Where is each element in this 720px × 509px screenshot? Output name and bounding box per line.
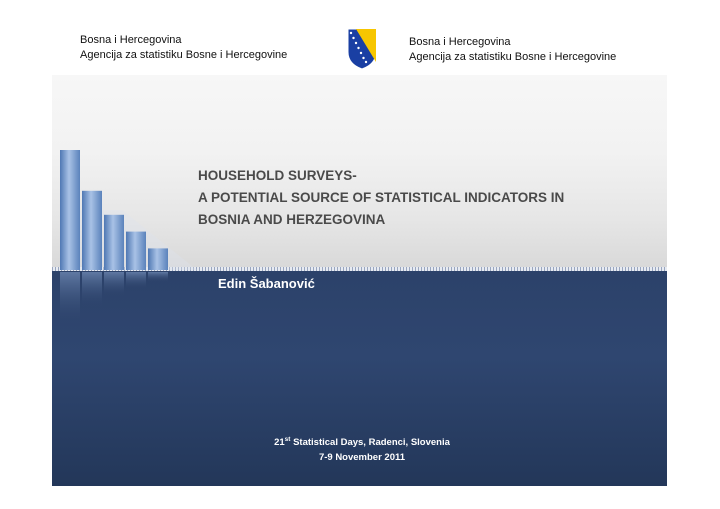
event-ordinal-suffix: st	[284, 436, 291, 443]
title-line-3: BOSNIA AND HERZEGOVINA	[198, 212, 386, 227]
event-dates: 7-9 November 2011	[318, 452, 406, 464]
chart-bar-reflection	[82, 272, 102, 308]
bar-chart-icon	[52, 130, 202, 330]
header-left-country: Bosna i Hercegovina	[80, 34, 182, 46]
author-name: Edin Šabanović	[218, 276, 315, 291]
chart-bar-reflection	[60, 272, 80, 326]
event-info	[202, 432, 522, 465]
chart-bar	[148, 248, 168, 270]
title-line-1: HOUSEHOLD SURVEYS-	[198, 168, 357, 183]
header-right-agency: Agencija za statistiku Bosne i Hercegovine	[409, 51, 617, 63]
header-right	[409, 35, 616, 65]
chart-bar-reflection	[126, 272, 146, 289]
chart-bar-reflection	[148, 272, 168, 282]
chart-bar	[126, 232, 146, 270]
event-name: Statistical Days, Radenci, Slovenia	[290, 437, 450, 449]
chart-bar	[104, 215, 124, 270]
header-right-country: Bosna i Hercegovina	[409, 36, 511, 48]
header-left	[80, 33, 287, 63]
header-left-agency: Agencija za statistiku Bosne i Hercegovine	[80, 49, 288, 61]
chart-bar-reflection	[104, 272, 124, 297]
chart-bar	[82, 191, 102, 270]
bih-coat-of-arms-icon	[346, 28, 378, 70]
chart-bar	[60, 150, 80, 270]
event-ordinal-number: 21	[274, 437, 285, 449]
event-line-1	[202, 432, 522, 450]
slide-title	[198, 165, 564, 231]
title-line-2: A POTENTIAL SOURCE OF STATISTICAL INDICATORS IN	[198, 190, 565, 205]
